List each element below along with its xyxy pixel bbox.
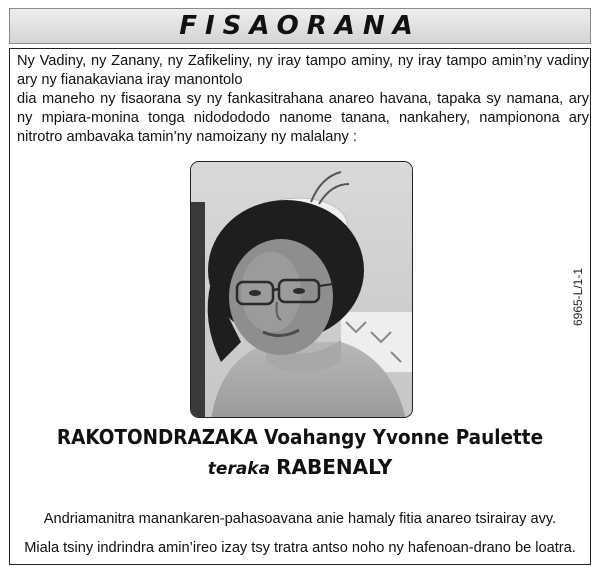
intro-text xyxy=(17,52,589,147)
alias-prefix: teraka xyxy=(207,459,271,479)
header-banner xyxy=(9,8,591,44)
header-title: FISAORANA xyxy=(179,11,421,41)
closing-blessing: Andriamanitra manankaren-pahasoavana anie hamaly fitia anareo tsirairay avy. xyxy=(43,511,557,527)
intro-paragraph-1: Ny Vadiny, ny Zanany, ny Zafikeliny, ny iray tampo aminy, ny iray tampo amin’ny vadiny ary ny fianakaviana iray manontolo xyxy=(17,53,589,88)
deceased-name: RAKOTONDRAZAKA Voahangy Yvonne Paulette xyxy=(56,425,544,449)
closing-apology: Miala tsiny indrindra amin’ireo izay tsy tratra antso noho ny hafenoan-drano be loatra. xyxy=(24,540,576,556)
portrait-photo xyxy=(190,161,413,418)
intro-paragraph-2: dia maneho ny fisaorana sy ny fankasitrahana anareo havana, tapaka sy namana, ary ny mpiara-monina tonga nidodododo nanome tanana, nankahery, nampionona ary nitrotro ambavaka tamin’ny namoizany ny malalany : xyxy=(17,91,589,145)
portrait-illustration xyxy=(191,162,413,418)
deceased-alias xyxy=(0,455,600,479)
reference-code: 6965-L/1-1 xyxy=(571,267,586,327)
alias-name: RABENALY xyxy=(276,455,393,479)
